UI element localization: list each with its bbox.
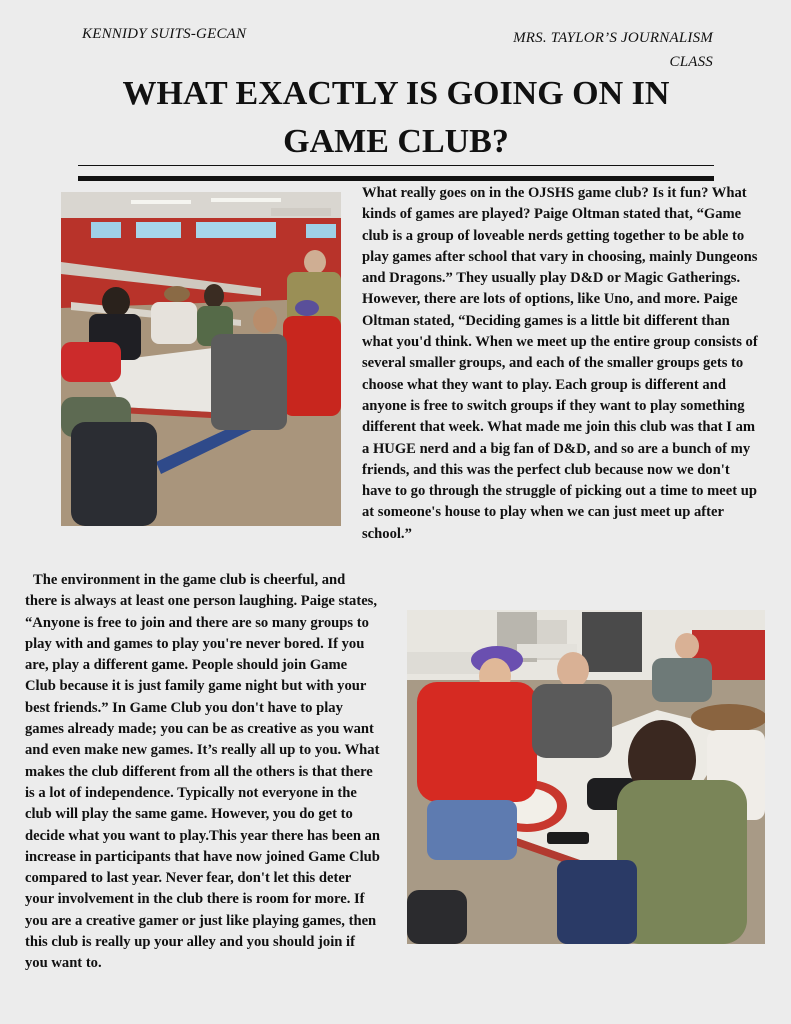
article-paragraph-2 — [25, 570, 380, 975]
photo-students-playing — [407, 610, 765, 944]
title-line-1: WHAT EXACTLY IS GOING ON IN — [122, 75, 670, 112]
author-byline: KENNIDY SUITS-GECAN — [82, 26, 247, 42]
paragraph-1-text: What really goes on in the OJSHS game club? Is it fun? What kinds of games are played? Paige Oltman stated that, “Game club is a group of loveable nerds getting together to be able to play games after school that vary in choosing, mainly Dungeons and Dragons.” They usually play D&D or Magic Gatherings. However, there are lots of options, like Uno, and more. Paige Oltman stated, “Deciding games is a little bit different than what you'd think. When we meet up the entire group consists of several smaller groups, and each of the smaller groups gets to choose what they want to play. Each group is different and anyone is free to switch groups if they want to play something different that week. What made me join this club was that I am a HUGE nerd and a big fan of D&D, and so are a bunch of my friends, and this was the perfect club because now we don't have to go through the struggle of picking out a time to meet up at someone's house to play when we can just meet up after school.” — [362, 185, 758, 542]
article-paragraph-1 — [362, 183, 762, 545]
title-line-2: GAME CLUB? — [283, 123, 509, 160]
class-line-2: CLASS — [669, 54, 713, 70]
paragraph-2-text: The environment in the game club is cheerful, and there is always at least one person laughing. Paige states, “Anyone is free to join and there are so many groups to play with and games to play you're never bored. If you are, play a different game. People should join Game Club because it is just family game night but with your best friends.” In Game Club you don't have to play games already made; you can be as creative as you want and even make new games. It’s really all up to you. What makes the club different from all the others is that there is a lot of independence. Typically not everyone in the club will play the same game. However, you do get to decide what you want to play.This year there has been an increase in participants that have now joined Game Club compared to last year. Never fear, don't let this deter your involvement in the club there is room for more. If you are a creative gamer or just like playing games, then this club is really up your alley and you should join if you want to. — [25, 572, 381, 972]
class-byline — [453, 26, 713, 74]
title-rule-thick — [78, 176, 714, 181]
title-rule-thin — [78, 165, 714, 166]
class-line-1: MRS. TAYLOR’S JOURNALISM — [513, 30, 713, 46]
article-title — [60, 70, 732, 166]
photo-game-club-cafeteria — [61, 192, 341, 526]
